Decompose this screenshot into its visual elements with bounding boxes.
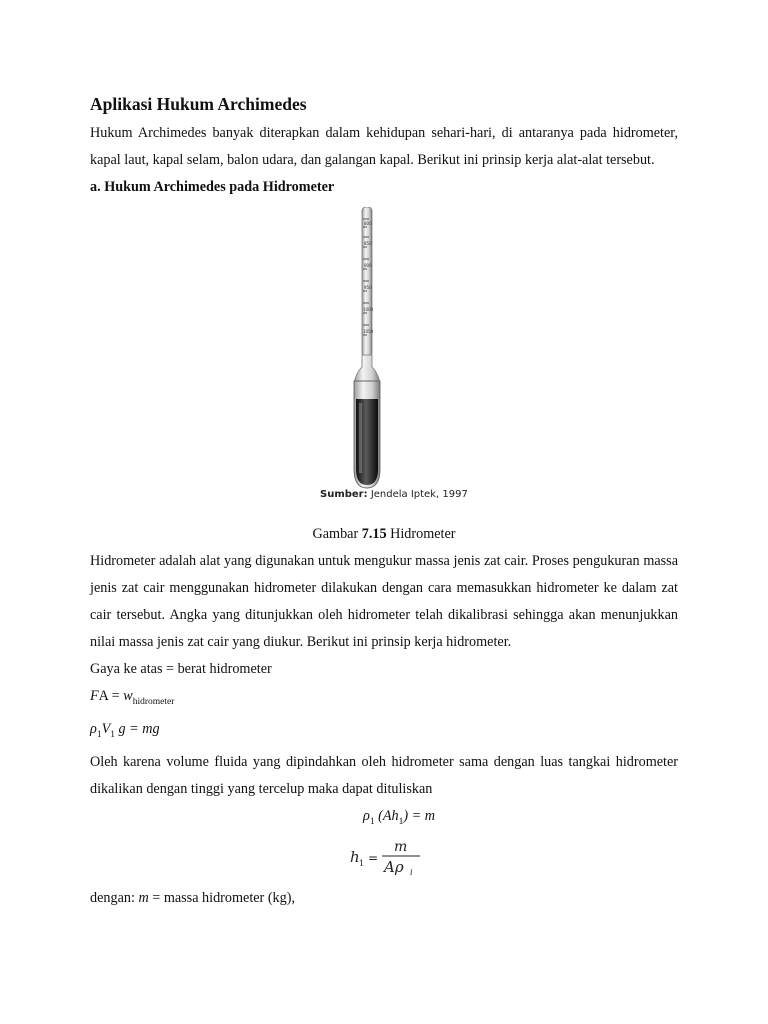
eq2-rho: ρ — [90, 720, 97, 737]
fraction-formula — [348, 837, 428, 877]
eq4-numerator: m — [394, 839, 408, 856]
section-title: Aplikasi Hukum Archimedes — [90, 94, 307, 114]
hydrometer-image — [348, 207, 386, 489]
line-gaya: Gaya ke atas = berat hidrometer — [90, 661, 272, 677]
subheading: a. Hukum Archimedes pada Hidrometer — [90, 179, 335, 195]
equation-fa — [90, 683, 678, 716]
eq3-rest: ) = m — [403, 807, 435, 824]
caption-prefix: Gambar — [312, 526, 362, 542]
source-label: Sumber: — [320, 489, 368, 500]
eq3-sub: 1 — [369, 816, 375, 827]
eq4-equals: = — [368, 851, 379, 866]
definition-line — [90, 885, 678, 912]
equation-h1 — [90, 835, 678, 879]
equation-rho-ah — [90, 803, 678, 836]
eq2-sub2: 1 — [110, 729, 115, 740]
eq1-a: A = — [98, 688, 124, 704]
source-text: Jendela Iptek, 1997 — [370, 489, 468, 500]
eq2-rest: g = mg — [114, 720, 160, 737]
paragraph-hydrometer: Hidrometer adalah alat yang digunakan untuk mengukur massa jenis zat cair. Proses pengukuran massa jenis zat cair menggunakan hidrometer dilakukan dengan cara memasukkan hidrometer ke dalam zat cair tersebut. Angka yang ditunjukkan oleh hidrometer telah dikalibrasi sehingga akan menunjukkan nilai massa jenis zat cair yang diukur. Berikut ini prinsip kerja hidrometer. — [90, 553, 678, 650]
hydrometer-figure — [90, 203, 678, 523]
eq1-w: w — [123, 688, 133, 704]
equation-rho — [90, 716, 678, 749]
intro-paragraph: Hukum Archimedes banyak diterapkan dalam kehidupan sehari-hari, di antaranya pada hidrometer, kapal laut, kapal selam, balon udara, dan galangan kapal. Berikut ini prinsip kerja alat-alat tersebut. — [90, 125, 678, 168]
def-var: m — [138, 890, 149, 907]
eq4-denominator: Aρ — [384, 858, 404, 877]
scale-label: 850 — [364, 241, 372, 246]
scale-label: 950 — [364, 285, 372, 290]
document-page — [90, 92, 678, 912]
eq3-rho: ρ — [363, 807, 370, 824]
eq1-w-sub: hidrometer — [132, 696, 175, 707]
paragraph-volume: Oleh karena volume fluida yang dipindahkan oleh hidrometer sama dengan luas tangkai hidrometer dikalikan dengan tinggi yang tercelup maka dapat dituliskan — [90, 753, 678, 797]
scale-label: 1050 — [363, 329, 374, 334]
eq4-h-sub: 1 — [359, 859, 365, 869]
eq4-h: h — [350, 848, 360, 867]
eq4-den-sub: i — [410, 868, 413, 878]
figure-source — [320, 489, 468, 500]
eq2-v: V — [101, 720, 111, 737]
def-rest: = massa hidrometer (kg), — [148, 890, 296, 907]
eq3-mid: (Ah — [374, 807, 399, 824]
scale-label: 900 — [364, 263, 372, 268]
hydrometer-neck — [354, 355, 380, 383]
figure-caption — [90, 523, 678, 545]
caption-text: Hidrometer — [386, 526, 456, 542]
eq3-sub2: 1 — [398, 816, 404, 827]
def-prefix: dengan: — [90, 890, 139, 907]
caption-number: 7.15 — [361, 526, 387, 542]
eq1-f: F — [90, 688, 99, 704]
scale-label: 1000 — [363, 307, 374, 312]
hydrometer-stem — [362, 207, 372, 357]
eq2-sub1: 1 — [96, 729, 102, 740]
scale-label: 800 — [364, 221, 372, 226]
